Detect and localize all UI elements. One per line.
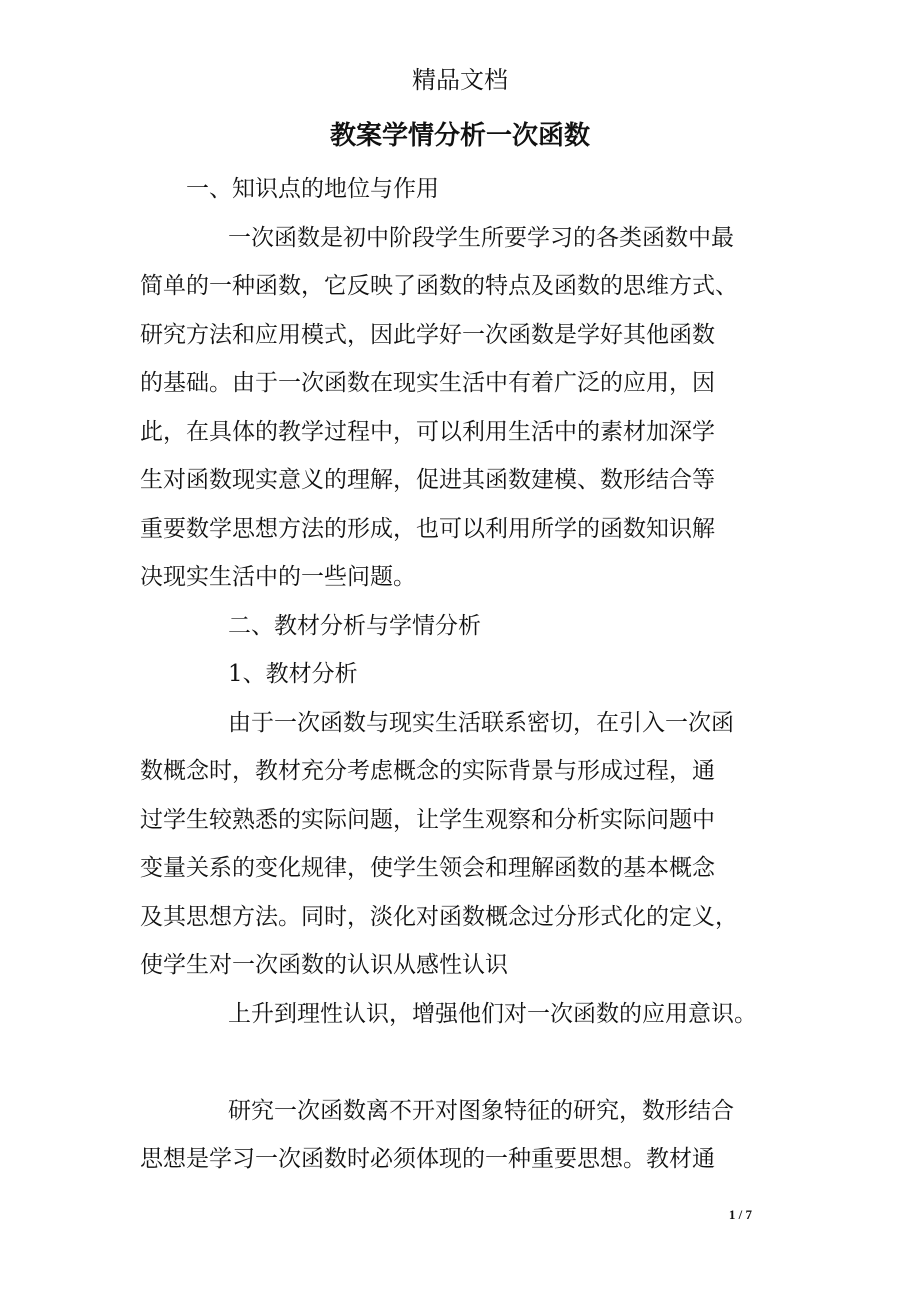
paragraph-line: 思想是学习一次函数时必须体现的一种重要思想。教材通 xyxy=(140,1146,715,1172)
paragraph-line: 一次函数是初中阶段学生所要学习的各类函数中最 xyxy=(228,224,734,251)
paragraph-line: 过学生较熟悉的实际问题，让学生观察和分析实际问题中 xyxy=(140,806,715,833)
paragraph-line: 重要数学思想方法的形成，也可以利用所学的函数知识解 xyxy=(140,515,715,542)
paragraph-line: 研究方法和应用模式，因此学好一次函数是学好其他函数 xyxy=(140,321,715,348)
page-header: 精品文档 xyxy=(412,66,508,94)
document-title: 教案学情分析一次函数 xyxy=(329,121,590,151)
subsection-heading: 1、教材分析 xyxy=(228,661,358,687)
paragraph-line: 由于一次函数与现实生活联系密切，在引入一次函 xyxy=(228,709,734,736)
paragraph-line: 变量关系的变化规律，使学生领会和理解函数的基本概念 xyxy=(140,855,715,881)
paragraph-line: 简单的一种函数，它反映了函数的特点及函数的思维方式、 xyxy=(140,273,738,299)
paragraph-line: 生对函数现实意义的理解，促进其函数建模、数形结合等 xyxy=(140,467,715,493)
document-body xyxy=(140,165,780,1184)
paragraph-line: 及其思想方法。同时，淡化对函数概念过分形式化的定义， xyxy=(140,903,738,930)
paragraph-line: 数概念时，教材充分考虑概念的实际背景与形成过程，通 xyxy=(140,758,715,784)
paragraph-line: 上升到理性认识，增强他们对一次函数的应用意识。 xyxy=(228,1000,757,1027)
paragraph-line: 使学生对一次函数的认识从感性认识 xyxy=(140,952,508,978)
paragraph-gap xyxy=(140,1038,780,1087)
section-heading: 一、知识点的地位与作用 xyxy=(186,176,439,202)
paragraph-line: 的基础。由于一次函数在现实生活中有着广泛的应用，因 xyxy=(140,370,715,396)
paragraph-line: 此，在具体的教学过程中，可以利用生活中的素材加深学 xyxy=(140,418,715,445)
paragraph-line: 研究一次函数离不开对图象特征的研究，数形结合 xyxy=(228,1097,734,1124)
page-number: 1 / 7 xyxy=(728,1207,752,1222)
paragraph-line: 决现实生活中的一些问题。 xyxy=(140,564,416,590)
section-heading: 二、教材分析与学情分析 xyxy=(228,612,481,639)
